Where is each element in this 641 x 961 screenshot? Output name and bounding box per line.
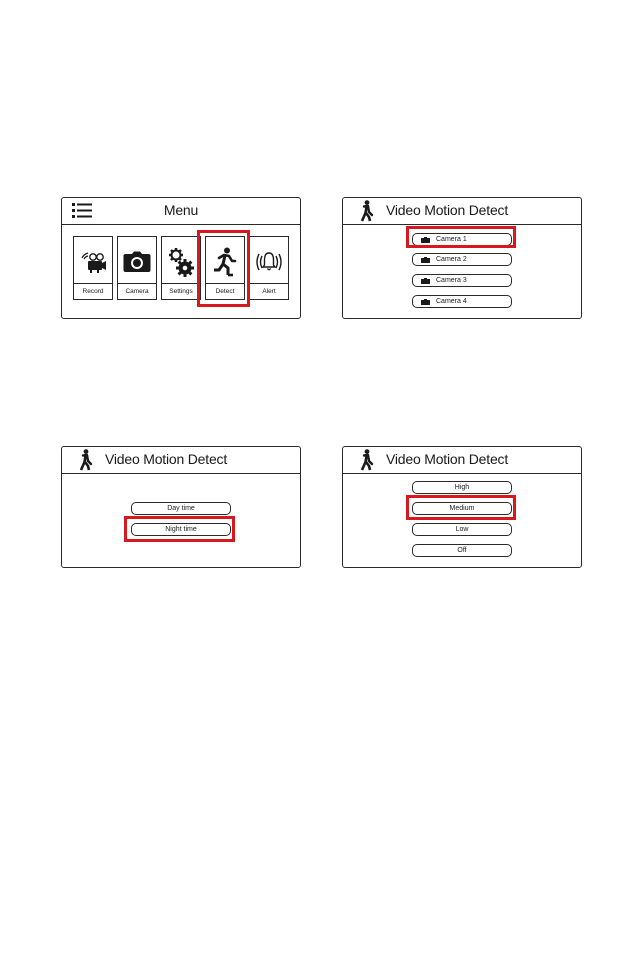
camera-option-3[interactable] xyxy=(412,274,512,287)
camera-icon xyxy=(123,251,151,273)
running-person-icon xyxy=(213,247,237,277)
day-time-option[interactable] xyxy=(131,502,231,515)
camera-option-label: Camera 2 xyxy=(436,256,467,263)
time-option-label: Night time xyxy=(165,526,197,533)
vmd-titlebar xyxy=(343,198,581,225)
camera-icon xyxy=(421,278,430,284)
night-time-option[interactable] xyxy=(131,523,231,536)
vmd-title: Video Motion Detect xyxy=(105,451,228,467)
gears-icon xyxy=(168,247,194,277)
tile-label: Camera xyxy=(118,283,156,299)
camera-option-4[interactable] xyxy=(412,295,512,308)
walking-person-icon xyxy=(359,449,375,471)
camera-option-label: Camera 4 xyxy=(436,298,467,305)
sensitivity-option-label: Off xyxy=(457,547,467,554)
sensitivity-option-low[interactable] xyxy=(412,523,512,536)
camera-option-1[interactable] xyxy=(412,233,512,246)
menu-title: Menu xyxy=(163,202,199,218)
vmd-titlebar xyxy=(62,447,300,474)
sensitivity-option-label: Low xyxy=(455,526,469,533)
menu-titlebar xyxy=(62,198,300,225)
tile-label: Alert xyxy=(250,283,288,299)
menu-screen xyxy=(61,197,301,319)
tile-label: Settings xyxy=(162,283,200,299)
settings-tile[interactable] xyxy=(161,236,201,300)
alert-tile[interactable] xyxy=(249,236,289,300)
vmd-title: Video Motion Detect xyxy=(386,451,509,467)
camera-tile[interactable] xyxy=(117,236,157,300)
tile-label: Record xyxy=(74,283,112,299)
sensitivity-select-screen xyxy=(342,446,582,568)
camera-option-label: Camera 1 xyxy=(436,236,467,243)
vmd-titlebar xyxy=(343,447,581,474)
record-tile[interactable] xyxy=(73,236,113,300)
vmd-title: Video Motion Detect xyxy=(386,202,509,218)
sensitivity-option-label: High xyxy=(454,484,470,491)
sensitivity-option-off[interactable] xyxy=(412,544,512,557)
alarm-bell-icon xyxy=(254,251,284,273)
walking-person-icon xyxy=(78,449,94,471)
sensitivity-option-label: Medium xyxy=(449,505,475,512)
detect-tile[interactable] xyxy=(205,236,245,300)
camera-option-label: Camera 3 xyxy=(436,277,467,284)
video-camera-icon xyxy=(80,250,106,274)
sensitivity-option-high[interactable] xyxy=(412,481,512,494)
walking-person-icon xyxy=(359,200,375,222)
camera-icon xyxy=(421,237,430,243)
camera-option-2[interactable] xyxy=(412,253,512,266)
time-select-screen xyxy=(61,446,301,568)
time-option-label: Day time xyxy=(167,505,195,512)
camera-icon xyxy=(421,299,430,305)
sensitivity-option-medium[interactable] xyxy=(412,502,512,515)
camera-icon xyxy=(421,257,430,263)
tile-label: Detect xyxy=(206,283,244,299)
camera-select-screen xyxy=(342,197,582,319)
